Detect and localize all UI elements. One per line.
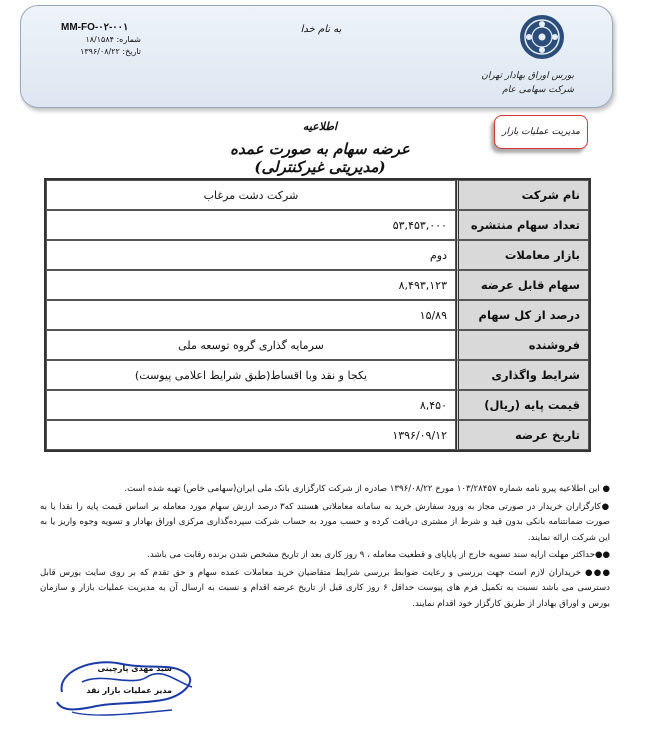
notice-subtitle: عرضه سهام به صورت عمده (مدیریتی غیرکنترلی) bbox=[230, 140, 410, 176]
table-row bbox=[46, 390, 589, 420]
table-row bbox=[46, 360, 589, 390]
row-value: ۱۵/۸۹ bbox=[46, 300, 456, 330]
document-date: تاریخ: ۱۳۹۶/۰۸/۲۲ bbox=[80, 47, 141, 56]
table-row bbox=[46, 420, 589, 450]
table-row bbox=[46, 210, 589, 240]
row-label: تعداد سهام منتشره bbox=[456, 210, 589, 240]
table-row bbox=[46, 270, 589, 300]
row-value: یکجا و نقد وبا اقساط(طبق شرایط اعلامی پیوست) bbox=[46, 360, 456, 390]
row-label: تاریخ عرضه bbox=[456, 420, 589, 450]
organization-name bbox=[481, 69, 574, 97]
row-label: فروشنده bbox=[456, 330, 589, 360]
note-paragraph: ● این اطلاعیه پیرو نامه شماره ۱۰۳/۲۸۴۵۷ مورخ ۱۳۹۶/۰۸/۲۲ صادره از شرکت کارگزاری بانک ملی ایران(سهامی خاص) تهیه شده است. bbox=[124, 484, 610, 494]
row-label: قیمت پایه (ریال) bbox=[456, 390, 589, 420]
stock-exchange-logo bbox=[516, 13, 568, 61]
org-name-line2: شرکت سهامی عام bbox=[502, 85, 574, 95]
row-label: نام شرکت bbox=[456, 180, 589, 210]
document-number: شماره: ۱۸/۱۵۸۴ bbox=[85, 35, 141, 44]
basmala: به نام خدا bbox=[300, 24, 342, 35]
signature bbox=[52, 652, 202, 722]
row-value: ۱۳۹۶/۰۹/۱۲ bbox=[46, 420, 456, 450]
row-value: دوم bbox=[46, 240, 456, 270]
row-value: سرمایه گذاری گروه توسعه ملی bbox=[46, 330, 456, 360]
letterhead bbox=[20, 5, 613, 108]
table-row bbox=[46, 240, 589, 270]
offering-details-table bbox=[44, 178, 591, 452]
notes-section bbox=[40, 482, 610, 614]
row-value: ۵۳,۴۵۳,۰۰۰ bbox=[46, 210, 456, 240]
row-value: شرکت دشت مرغاب bbox=[46, 180, 456, 210]
row-value: ۸,۴۵۰ bbox=[46, 390, 456, 420]
table-row bbox=[46, 330, 589, 360]
document-meta bbox=[61, 22, 141, 58]
notice-title: اطلاعیه bbox=[302, 120, 338, 133]
document-code: MM-FO-۰۲-۰۰۱ bbox=[61, 22, 129, 33]
row-label: شرایط واگذاری bbox=[456, 360, 589, 390]
row-label: سهام قابل عرضه bbox=[456, 270, 589, 300]
row-label: درصد از کل سهام bbox=[456, 300, 589, 330]
table-row bbox=[46, 300, 589, 330]
signatory-name: سید مهدی پارچینی bbox=[97, 664, 172, 673]
signatory-title: مدیر عملیات بازار نقد bbox=[86, 686, 172, 695]
note-paragraph: ●●حداکثر مهلت ارایه سند تسویه خارج از پایاپای و قطعیت معامله ، ۹ روز کاری بعد از تاریخ مشخص شدن برنده رقابت می باشد. bbox=[147, 550, 610, 560]
org-name-line1: بورس اوراق بهادار تهران bbox=[481, 71, 574, 81]
note-paragraph: ●کارگزاران خریدار در صورتی مجاز به ورود سفارش خرید به سامانه معاملاتی هستند که۳ درصد ارزش سهام مورد معامله بر اساس قیمت پایه را نقدا یا به صورت ضمانتنامه بانکی بدون قید و شرط از مشتری دریافت کرده و حسب مورد به حساب شرکت سپرده‌گذاری مرکزی اوراق بهادار و تسویه وجوه واریز یا به این شرکت ارائه نمایند. bbox=[40, 501, 610, 543]
row-label: بازار معاملات bbox=[456, 240, 589, 270]
table-row bbox=[46, 180, 589, 210]
note-paragraph: ●●● خریداران لازم است جهت بررسی و رعایت ضوابط بررسی شرایط متقاضیان خرید معاملات عمده سهام و حق تقدم که بر روی سایت بورس قابل دسترسی می باشد نسبت به تکمیل فرم های پیوست حداقل ۶ روز کاری قبل از تاریخ عرضه اقدام و نسبت به ارسال آن به مدیریت عملیات بازار و سازمان بورس و اوراق بهادار از طریق کارگزار خود اقدام نمایند. bbox=[40, 567, 611, 609]
department-stamp: مدیریت عملیات بازار bbox=[494, 115, 588, 149]
row-value: ۸,۴۹۳,۱۲۳ bbox=[46, 270, 456, 300]
